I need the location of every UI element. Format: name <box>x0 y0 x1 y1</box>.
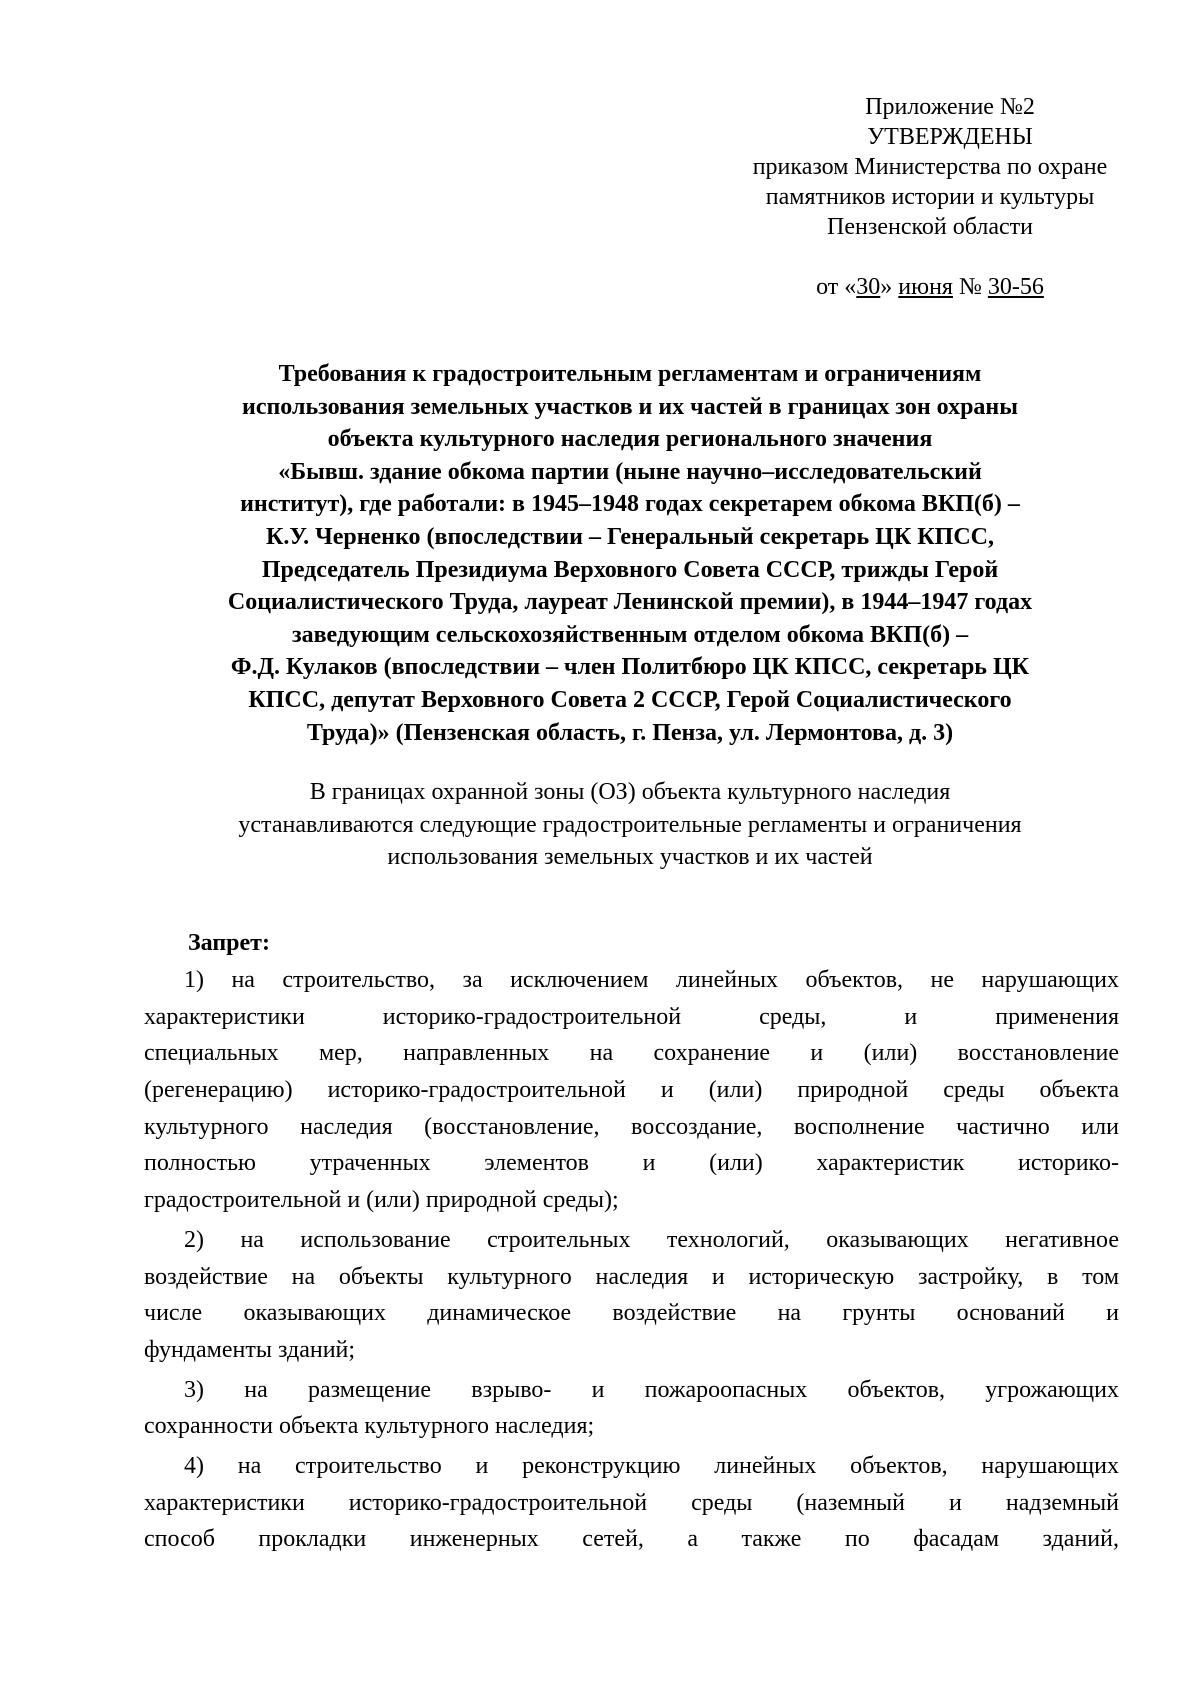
date-prefix: от « <box>816 274 857 300</box>
date-separator: » <box>880 274 899 300</box>
intro-line: В границах охранной зоны (ОЗ) объекта культурного наследия <box>309 779 951 805</box>
ban-item-1 <box>144 962 1119 1219</box>
title-line: К.У. Черненко (впоследствии – Генеральный секретарь ЦК КПСС, <box>265 523 994 550</box>
title-line: институт), где работали: в 1945–1948 годах секретарем обкома ВКП(б) – <box>240 491 1020 518</box>
approval-stamp <box>690 92 1170 302</box>
title-line: КПСС, депутат Верховного Совета 2 СССР, Герой Социалистического <box>248 686 1012 713</box>
item-line: сохранности объекта культурного наследия; <box>144 1413 595 1440</box>
item-line: 4) на строительство и реконструкцию линейных объектов, нарушающих <box>184 1452 1119 1479</box>
title-line: заведующим сельскохозяйственным отделом обкома ВКП(б) – <box>291 621 969 648</box>
order-line: Пензенской области <box>827 214 1033 240</box>
date-month: июня <box>898 274 953 300</box>
item-line: способ прокладки инженерных сетей, а также по фасадам зданий, <box>144 1526 1119 1553</box>
ban-item-2 <box>144 1222 1119 1369</box>
document-title <box>150 358 1110 749</box>
order-line: памятников истории и культуры <box>765 184 1095 210</box>
order-number: 30-56 <box>987 274 1044 300</box>
title-line: использования земельных участков и их частей в границах зон охраны <box>242 393 1018 420</box>
title-line: Труда)» (Пензенская область, г. Пенза, ул. Лермонтова, д. 3) <box>306 719 954 746</box>
order-date <box>690 272 1170 302</box>
title-line: «Бывш. здание обкома партии (ныне научно–исследовательский <box>278 458 982 485</box>
title-line: объекта культурного наследия регионального значения <box>327 426 933 453</box>
title-line: Требования к градостроительным регламентам и ограничениям <box>278 361 982 387</box>
item-line: воздействие на объекты культурного наследия и историческую застройку, в том <box>144 1263 1119 1290</box>
item-line: (регенерацию) историко-градостроительной и (или) природной среды объекта <box>144 1077 1119 1104</box>
item-line: числе оказывающих динамическое воздействие на грунты оснований и <box>144 1300 1119 1327</box>
item-line: фундаменты зданий; <box>144 1336 356 1363</box>
title-line: Ф.Д. Кулаков (впоследствии – член Политбюро ЦК КПСС, секретарь ЦК <box>230 654 1030 681</box>
item-line: характеристики историко-градостроительной среды (наземный и надземный <box>144 1489 1119 1516</box>
ban-list <box>144 962 1119 1561</box>
intro-line: устанавливаются следующие градостроительные регламенты и ограничения <box>238 811 1022 838</box>
date-day: 30 <box>856 274 881 300</box>
title-line: Социалистического Труда, лауреат Ленинской премии), в 1944–1947 годах <box>227 589 1033 616</box>
title-line: Председатель Президиума Верховного Совета СССР, трижды Герой <box>261 556 999 583</box>
item-line: полностью утраченных элементов и (или) характеристик историко- <box>144 1150 1119 1177</box>
ban-item-4 <box>144 1448 1119 1558</box>
appendix-label: Приложение №2 <box>865 94 1035 120</box>
ban-heading: Запрет: <box>188 930 270 956</box>
number-prefix: № <box>952 274 988 300</box>
item-line: специальных мер, направленных на сохранение и (или) восстановление <box>144 1040 1119 1067</box>
item-line: 1) на строительство, за исключением линейных объектов, не нарушающих <box>184 967 1119 993</box>
intro-paragraph <box>150 776 1110 874</box>
approved-label: УТВЕРЖДЕНЫ <box>867 124 1033 150</box>
item-line: градостроительной и (или) природной среды); <box>144 1187 619 1214</box>
intro-line: использования земельных участков и их частей <box>387 844 873 871</box>
item-line: характеристики историко-градостроительной среды, и применения <box>144 1003 1119 1030</box>
item-line: 3) на размещение взрыво- и пожароопасных объектов, угрожающих <box>184 1376 1119 1403</box>
order-line: приказом Министерства по охране <box>752 154 1108 180</box>
item-line: культурного наследия (восстановление, воссоздание, восполнение частично или <box>144 1113 1119 1140</box>
ban-item-3 <box>144 1372 1119 1445</box>
item-line: 2) на использование строительных технологий, оказывающих негативное <box>184 1226 1119 1253</box>
